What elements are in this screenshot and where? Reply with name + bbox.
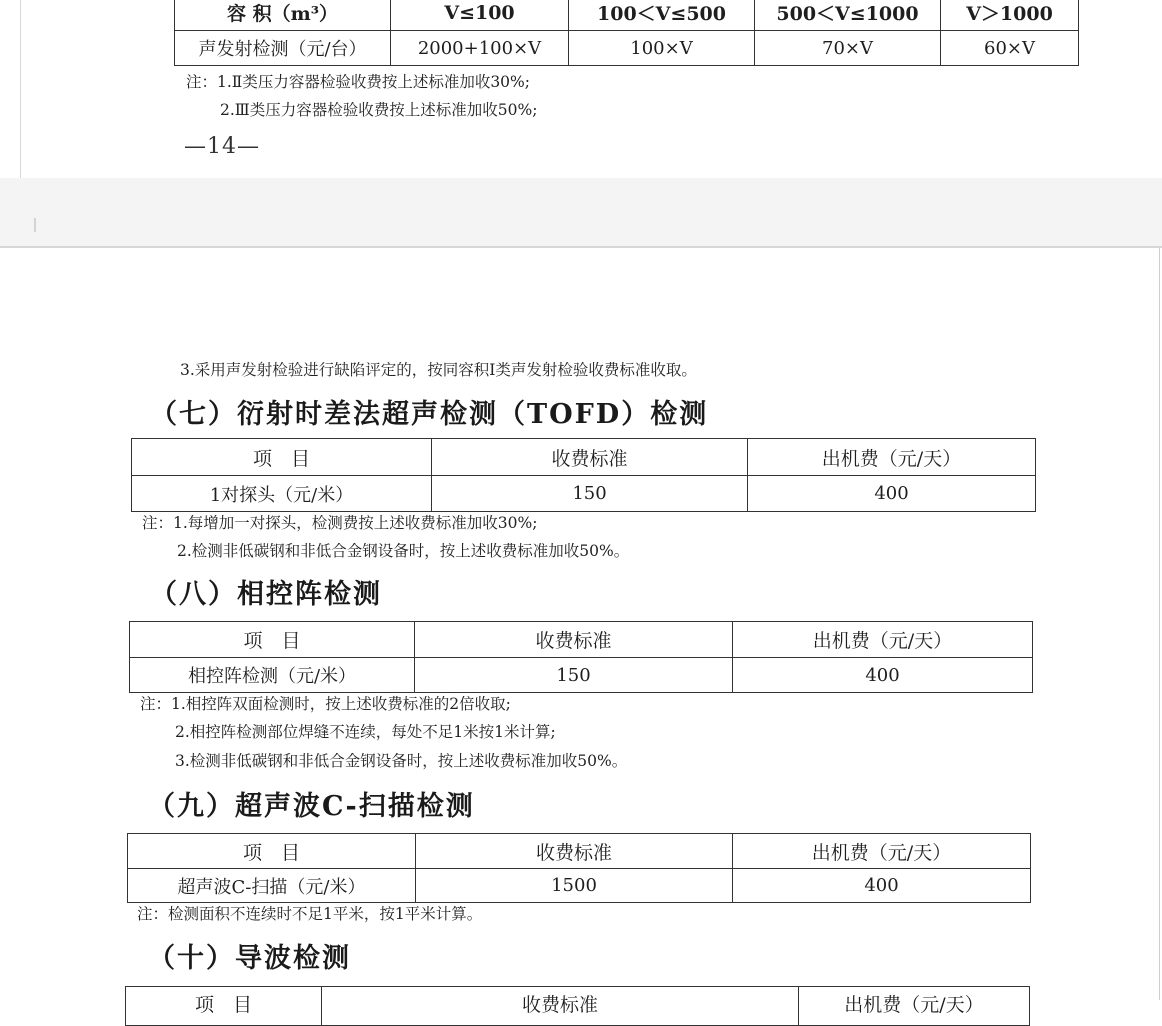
table-header-row (128, 834, 1031, 869)
header-cell-volume: 容 积（m³） (175, 0, 391, 31)
phased-array-fee-table (129, 621, 1033, 693)
header-cell: V＞1000 (941, 0, 1079, 31)
table-cell: 150 (432, 476, 748, 512)
section-heading-guided-wave: （十）导波检测 (148, 943, 351, 974)
row-label: 1对探头（元/米） (132, 476, 432, 512)
phased-array-note-2: 2.相控阵检测部位焊缝不连续，每处不足1米按1米计算; (175, 723, 556, 741)
header-cell: 收费标准 (432, 439, 748, 476)
header-cell: 收费标准 (415, 622, 733, 658)
table-header-row (132, 439, 1036, 476)
table-row (175, 31, 1079, 66)
table-cell: 1500 (416, 869, 733, 903)
tofd-note-1: 注：1.每增加一对探头，检测费按上述收费标准加收30%; (142, 514, 538, 532)
margin-tick (34, 218, 36, 232)
header-cell: 项 目 (130, 622, 415, 658)
header-cell: 项 目 (132, 439, 432, 476)
tofd-fee-table (131, 438, 1036, 512)
header-cell: V≤100 (391, 0, 569, 31)
row-label: 超声波C-扫描（元/米） (128, 869, 416, 903)
table-header-row (130, 622, 1033, 658)
section-heading-c-scan: （九）超声波C-扫描检测 (148, 791, 475, 822)
table-header-row (175, 0, 1079, 31)
guided-wave-fee-table (125, 986, 1030, 1026)
ae-note-3: 3.采用声发射检验进行缺陷评定的，按同容积Ⅰ类声发射检验收费标准收取。 (180, 361, 697, 379)
table-cell: 400 (733, 869, 1031, 903)
table-cell: 2000+100×V (391, 31, 569, 66)
header-cell: 出机费（元/天） (748, 439, 1036, 476)
phased-array-note-1: 注：1.相控阵双面检测时，按上述收费标准的2倍收取; (140, 695, 511, 713)
table-cell: 60×V (941, 31, 1079, 66)
page-number: —14— (184, 134, 260, 159)
section-heading-phased-array: （八）相控阵检测 (150, 579, 382, 610)
table-row (132, 476, 1036, 512)
tofd-note-2: 2.检测非低碳钢和非低合金钢设备时，按上述收费标准加收50%。 (177, 542, 630, 560)
table-cell: 70×V (755, 31, 941, 66)
header-cell: 出机费（元/天） (733, 622, 1033, 658)
ae-note-2: 2.Ⅲ类压力容器检验收费按上述标准加收50%; (220, 101, 538, 119)
header-cell: 500＜V≤1000 (755, 0, 941, 31)
header-cell: 出机费（元/天） (733, 834, 1031, 869)
header-cell: 出机费（元/天） (799, 987, 1030, 1026)
c-scan-fee-table (127, 833, 1031, 903)
table-cell: 400 (748, 476, 1036, 512)
table-row (130, 658, 1033, 693)
page-14 (0, 0, 1162, 178)
header-cell: 收费标准 (322, 987, 799, 1026)
section-heading-tofd: （七）衍射时差法超声检测（TOFD）检测 (150, 399, 709, 430)
table-cell: 100×V (569, 31, 755, 66)
header-cell: 项 目 (128, 834, 416, 869)
page-edge (1159, 248, 1160, 1000)
ae-note-1: 注：1.Ⅱ类压力容器检验收费按上述标准加收30%; (186, 73, 530, 91)
margin-line (20, 0, 21, 178)
table-header-row (126, 987, 1030, 1026)
table-cell: 150 (415, 658, 733, 693)
row-label: 声发射检测（元/台） (175, 31, 391, 66)
header-cell: 项 目 (126, 987, 322, 1026)
c-scan-note-1: 注：检测面积不连续时不足1平米，按1平米计算。 (137, 905, 483, 923)
header-cell: 收费标准 (416, 834, 733, 869)
acoustic-emission-fee-table (174, 0, 1079, 66)
table-row (128, 869, 1031, 903)
table-cell: 400 (733, 658, 1033, 693)
header-cell: 100＜V≤500 (569, 0, 755, 31)
phased-array-note-3: 3.检测非低碳钢和非低合金钢设备时，按上述收费标准加收50%。 (175, 752, 628, 770)
row-label: 相控阵检测（元/米） (130, 658, 415, 693)
page-gap (0, 178, 1162, 246)
